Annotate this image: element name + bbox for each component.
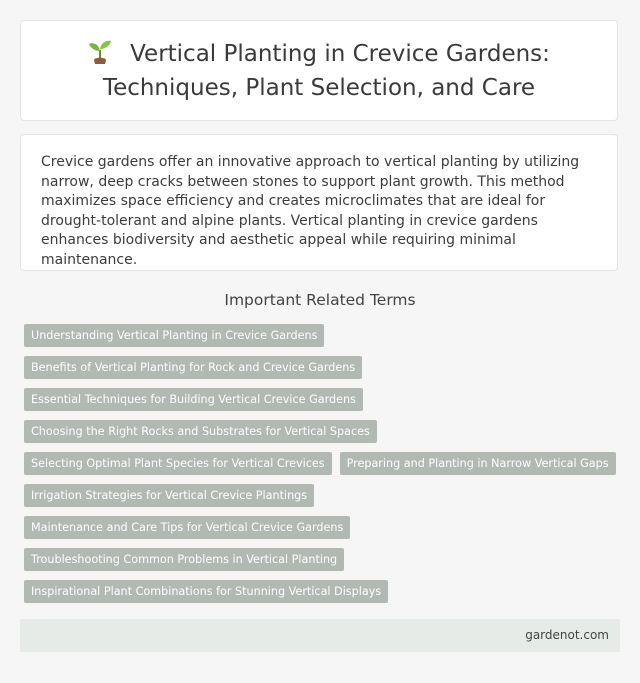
term-tag[interactable]: Choosing the Right Rocks and Substrates for Vertical Spaces [24, 420, 377, 443]
tag-row [24, 548, 620, 580]
tag-row [24, 580, 620, 612]
related-terms-heading: Important Related Terms [224, 291, 416, 309]
footer-site-link[interactable]: gardenot.com [525, 628, 609, 642]
tag-row [24, 420, 620, 452]
related-terms-list [24, 324, 620, 612]
term-tag[interactable]: Benefits of Vertical Planting for Rock and Crevice Gardens [24, 356, 362, 379]
title-card [20, 20, 618, 121]
page-title-line-2: Techniques, Plant Selection, and Care [102, 74, 536, 101]
tag-row [24, 484, 620, 516]
tag-row [24, 388, 620, 420]
term-tag[interactable]: Irrigation Strategies for Vertical Crevice Plantings [24, 484, 314, 507]
term-tag[interactable]: Essential Techniques for Building Vertical Crevice Gardens [24, 388, 363, 411]
tag-row [24, 324, 620, 356]
intro-card [20, 134, 618, 271]
page-title-text-1: Vertical Planting in Crevice Gardens: [130, 40, 550, 67]
tag-row [24, 356, 620, 388]
intro-paragraph: Crevice gardens offer an innovative approach to vertical planting by utilizing narrow, deep cracks between stones to support plant growth. This method maximizes space efficiency and creates microclimates that are ideal for drought-tolerant and alpine plants. Vertical planting in crevice gardens enhances biodiversity and aesthetic appeal while requiring minimal maintenance. [41, 154, 580, 268]
term-tag[interactable]: Troubleshooting Common Problems in Vertical Planting [24, 548, 344, 571]
footer [20, 619, 620, 652]
term-tag[interactable]: Preparing and Planting in Narrow Vertical Gaps [340, 452, 616, 475]
page-title-line-1 [88, 37, 550, 71]
term-tag[interactable]: Understanding Vertical Planting in Crevice Gardens [24, 324, 324, 347]
term-tag[interactable]: Inspirational Plant Combinations for Stunning Vertical Displays [24, 580, 388, 603]
tag-row [24, 452, 620, 484]
sprout-icon [88, 38, 112, 64]
term-tag[interactable]: Maintenance and Care Tips for Vertical Crevice Gardens [24, 516, 350, 539]
term-tag[interactable]: Selecting Optimal Plant Species for Vertical Crevices [24, 452, 332, 475]
tag-row [24, 516, 620, 548]
